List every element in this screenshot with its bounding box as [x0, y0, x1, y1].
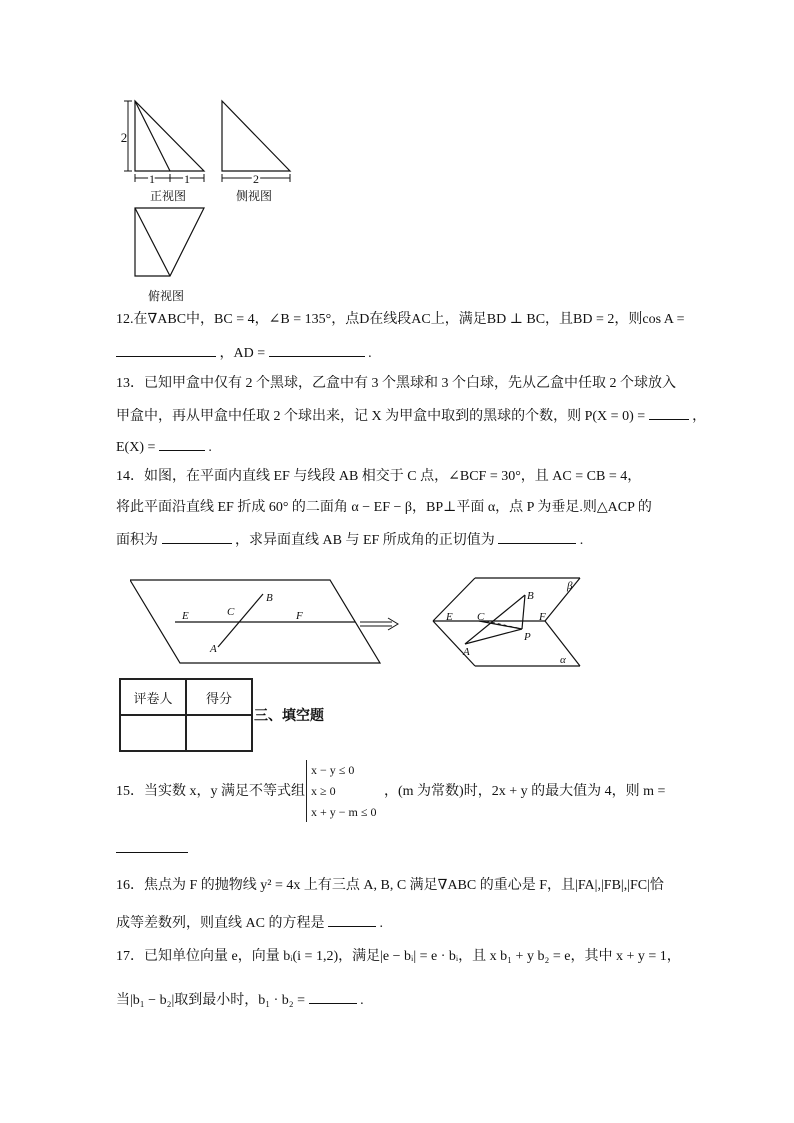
q14-end: .	[579, 533, 584, 548]
q17-blank-dot[interactable]	[309, 989, 357, 1004]
q15-inequality-system	[306, 760, 376, 822]
left-label-B: B	[266, 592, 273, 604]
score-cell-grader[interactable]	[120, 715, 186, 751]
q16-blank-AC[interactable]	[328, 912, 376, 927]
label-beta: β	[567, 580, 573, 592]
q16-text1: 16．焦点为 F 的抛物线 y² = 4x 上有三点 A, B, C 满足∇ABC 的重心是 F，且|FA|,|FB|,|FC|恰	[116, 878, 664, 893]
front-view-label: 正视图	[149, 189, 187, 203]
left-plane-labels	[181, 592, 303, 655]
q15-ineq-2: x ≥ 0	[311, 784, 336, 798]
q15-answer-line	[116, 838, 188, 860]
q13-text1: 13．已知甲盒中仅有 2 个黑球，乙盒中有 3 个黑球和 3 个白球，先从乙盒中任取 2 个球放入	[116, 376, 676, 391]
q17-text2: 当|b₁ − b₂|取到最小时，b₁ · b₂ =	[116, 993, 306, 1008]
right-label-A: A	[463, 646, 470, 658]
section-title: 三、填空题	[254, 708, 324, 724]
label-alpha: α	[560, 654, 566, 666]
q14-text1: 14．如图，在平面内直线 EF 与线段 AB 相交于 C 点，∠BCF = 30°，且 AC = CB = 4，	[116, 469, 642, 484]
side-view-label: 侧视图	[235, 189, 273, 203]
left-label-F: F	[296, 610, 303, 622]
q17-text1: 17．已知单位向量 e，向量 bᵢ(i = 1,2)，满足|e − bᵢ| = e · bᵢ，且 x b₁ + y b₂ = e，其中 x + y = 1，	[116, 949, 681, 964]
front-dimension	[135, 174, 204, 182]
right-planes	[433, 578, 580, 666]
q15-ineq-3: x + y − m ≤ 0	[311, 805, 377, 819]
q12-ad-label: ，AD =	[219, 346, 266, 361]
q16-text2: 成等差数列，则直线 AC 的方程是	[116, 916, 325, 931]
q13-blank-P[interactable]	[649, 405, 689, 420]
side-view	[222, 101, 290, 171]
side-dim-label: 2	[253, 172, 259, 186]
right-label-F: F	[539, 611, 546, 623]
q14-text3b: ，求异面直线 AB 与 EF 所成角的正切值为	[235, 533, 495, 548]
q12-line2	[116, 342, 372, 364]
right-label-P: P	[524, 631, 531, 643]
score-header-score: 得分	[186, 679, 252, 715]
q14-text2: 将此平面沿直线 EF 折成 60° 的二面角 α − EF − β，BP⊥平面 α，点 P 为垂足.则△ACP 的	[116, 500, 652, 515]
q12-line1	[116, 310, 685, 330]
right-label-E: E	[446, 611, 453, 623]
q13-end: .	[208, 440, 212, 455]
arrow-icon	[360, 618, 398, 630]
q15-prefix	[116, 782, 305, 802]
height-dim-label: 2	[120, 130, 128, 145]
q14-line3	[116, 529, 583, 551]
q12-blank-cosA[interactable]	[116, 342, 216, 357]
front-dim-1: 1	[149, 172, 155, 186]
q13-line2	[116, 405, 706, 427]
q12-text: 12.在∇ABC中，BC = 4，∠B = 135°，点D在线段AC上，满足BD ⊥ BC，且BD = 2，则cos A =	[116, 312, 685, 327]
q15-prefix-text: 15．当实数 x，y 满足不等式组	[116, 784, 305, 799]
right-plane-labels	[445, 580, 573, 666]
q13-text3: E(X) =	[116, 440, 156, 455]
score-table	[119, 678, 253, 752]
q12-blank-AD[interactable]	[269, 342, 365, 357]
front-view	[135, 101, 204, 171]
q12-end: .	[368, 346, 372, 361]
score-cell-score[interactable]	[186, 715, 252, 751]
q14-line1	[116, 467, 641, 487]
q14-blank-tan[interactable]	[498, 529, 576, 544]
left-plane	[130, 580, 380, 663]
q15-suffix-text: ，(m 为常数)时，2x + y 的最大值为 4，则 m =	[384, 784, 666, 799]
top-view	[135, 208, 204, 276]
right-label-B: B	[527, 590, 534, 602]
left-label-E: E	[182, 610, 189, 622]
left-label-A: A	[210, 643, 217, 655]
top-view-label: 俯视图	[147, 289, 185, 303]
q17-line1	[116, 947, 681, 967]
left-label-C: C	[227, 606, 235, 618]
q13-line3	[116, 436, 212, 458]
q16-end: .	[379, 916, 383, 931]
q16-line2	[116, 912, 383, 934]
q17-end: .	[360, 993, 364, 1008]
q15-suffix	[384, 782, 665, 802]
score-header-grader: 评卷人	[120, 679, 186, 715]
right-label-C: C	[477, 611, 485, 623]
q13-blank-E[interactable]	[159, 436, 205, 451]
q14-line2	[116, 498, 652, 518]
q13-text2: 甲盒中，再从甲盒中任取 2 个球出来，记 X 为甲盒中取到的黑球的个数，则 P(X = 0) =	[116, 409, 646, 424]
q13-comma: ，	[692, 409, 707, 424]
front-dim-2: 1	[184, 172, 190, 186]
three-view-figure	[118, 96, 308, 308]
q15-ineq-1: x − y ≤ 0	[311, 763, 355, 777]
q16-line1	[116, 876, 664, 896]
q14-text3a: 面积为	[116, 533, 158, 548]
q15-blank-m[interactable]	[116, 838, 188, 853]
q17-line2	[116, 989, 364, 1011]
fold-figure	[130, 570, 590, 670]
q13-line1	[116, 374, 676, 394]
q14-blank-area[interactable]	[162, 529, 232, 544]
